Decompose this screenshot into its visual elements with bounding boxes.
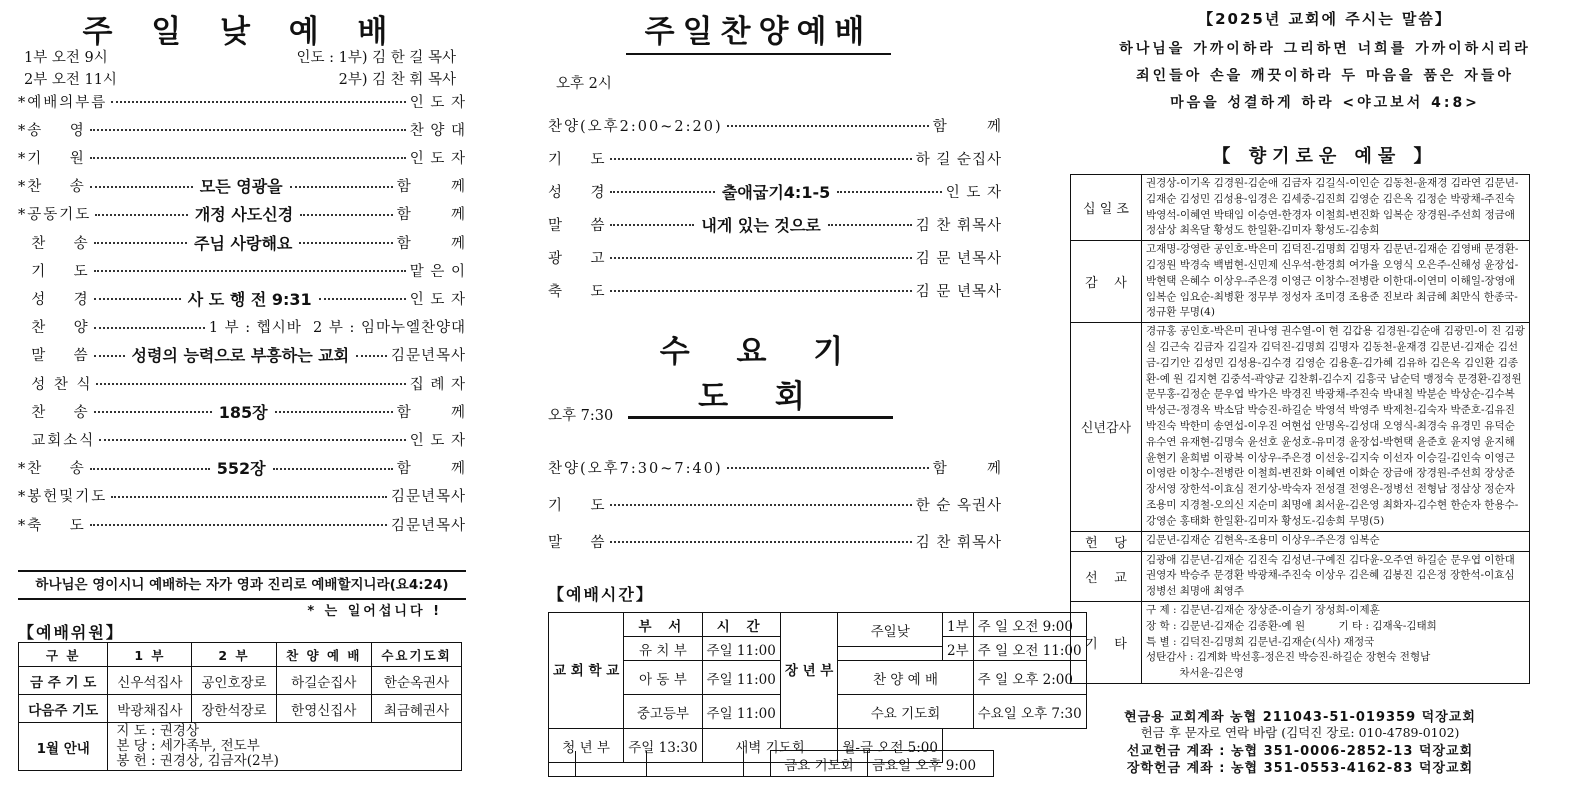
order-label: 찬 송 xyxy=(18,235,90,252)
order-content: 성령의 능력으로 부흥하는 교회 xyxy=(131,346,350,366)
leader-line-2: 2부) 김 찬 휘 목사 xyxy=(338,72,456,88)
school-dept: 중고등부 xyxy=(624,695,702,729)
school-label: 교 회 학 교 xyxy=(549,613,624,729)
sunday-time: 주 일 오전 9:00 xyxy=(973,613,1086,637)
service-time: 수요일 오후 7:30 xyxy=(973,695,1086,729)
committee-header: 찬 양 예 배 xyxy=(276,643,372,667)
offering-row xyxy=(1071,531,1530,551)
committee-row-label: 다음주 기도 xyxy=(19,695,108,723)
order-label: 축 도 xyxy=(548,283,607,300)
order-content: 모든 영광을 xyxy=(199,177,283,197)
verse-2025-text xyxy=(1070,36,1580,117)
order-row xyxy=(18,88,466,114)
order-label: 말 씀 xyxy=(18,348,90,365)
order-label: *기 원 xyxy=(18,150,86,167)
order-row xyxy=(548,277,1002,303)
january-info xyxy=(108,723,462,771)
offering-category: 헌 당 xyxy=(1071,531,1142,551)
service-name: 찬 양 예 배 xyxy=(838,661,973,695)
leader-dots xyxy=(610,158,911,160)
order-person: 집 례 자 xyxy=(409,376,466,393)
january-line: 본 당 : 세가족부, 전도부 xyxy=(116,738,260,754)
praise-service-title: 주일찬양예배 xyxy=(626,6,891,55)
leader-dots xyxy=(90,157,406,159)
account-general: 현금용 교회계좌 농협 211043-51-019359 덕장교회 xyxy=(1124,710,1476,725)
leader-dots xyxy=(610,290,911,292)
adult-label: 장 년 부 xyxy=(780,613,838,729)
committee-header: 1 부 xyxy=(108,643,192,667)
order-label: 성 경 xyxy=(548,184,607,201)
leader-dots xyxy=(727,125,929,127)
leader-dots xyxy=(90,186,193,188)
leader-dots xyxy=(275,411,393,413)
order-label: 찬양(오후2:00~2:20) xyxy=(548,118,723,135)
order-label: 성 찬 식 xyxy=(18,376,93,393)
offering-category: 감 사 xyxy=(1071,241,1142,323)
committee-person: 박광채집사 xyxy=(108,695,192,723)
order-label: 광 고 xyxy=(548,250,607,267)
order-person: 김 찬 휘목사 xyxy=(915,534,1002,551)
order-row xyxy=(18,173,466,199)
order-person: 함 께 xyxy=(396,235,467,252)
worship-times-table-last xyxy=(548,750,994,777)
order-person: 함 께 xyxy=(396,179,466,196)
offering-row xyxy=(1071,551,1530,601)
order-person: 1 부 : 헵시바 2 부 : 임마누엘찬양대 xyxy=(208,320,466,337)
sunday-part: 2부 xyxy=(942,637,973,661)
afternoon-service-column xyxy=(548,0,1082,807)
offering-category: 신년감사 xyxy=(1071,323,1142,531)
committee-header: 2 부 xyxy=(192,643,276,667)
committee-header: 구 분 xyxy=(19,643,108,667)
leader-line-1: 인도 : 1부) 김 한 길 목사 xyxy=(296,50,456,66)
verse-2025-line: 죄인들아 손을 깨끗이하라 두 마음을 품은 자들아 xyxy=(1136,68,1514,84)
order-label: 말 씀 xyxy=(548,534,607,551)
order-row xyxy=(18,314,466,340)
service-time-2: 2부 오전 11시 xyxy=(24,72,117,88)
account-mission: 선교헌금 계좌 : 농협 351-0006-2852-13 덕장교회 xyxy=(1126,744,1474,759)
offering-category: 십 일 조 xyxy=(1071,175,1142,241)
leader-dots xyxy=(727,467,929,469)
sunday-service-title: 주 일 낮 예 배 xyxy=(82,14,402,50)
leader-dots xyxy=(610,257,911,259)
order-person: 김문년목사 xyxy=(390,517,466,534)
service-time: 월-금 오전 5:00 xyxy=(838,729,943,763)
order-row xyxy=(18,398,466,424)
leader-dots xyxy=(290,186,393,188)
leader-dots xyxy=(94,327,205,329)
offering-category: 선 교 xyxy=(1071,551,1142,601)
order-person: 함 께 xyxy=(396,461,466,478)
committee-person: 최금혜권사 xyxy=(372,695,462,723)
order-row xyxy=(18,257,466,283)
order-person: 인 도 자 xyxy=(409,94,466,111)
offerings-column xyxy=(1070,0,1580,807)
leader-dots xyxy=(610,541,911,543)
praise-time: 오후 2시 xyxy=(556,76,612,92)
worship-times-title: 【예배시간】 xyxy=(548,585,654,604)
offering-names: 권경상-이기옥 김경원-김순애 김금자 김길식-이인순 김동천-윤재경 김라연 김문년-김재순 김성민 김성용-임경은 김세중-김진희 김영순 김은옥 김정순 박광채-주진숙 박영석-이혜연 박태임 이승연-한경자 이철희-변진화 임복순 장경원-주선희 정금애 정삼상 최옥달 황성도 한일환-김미자 황성도-김송희 xyxy=(1142,175,1530,241)
school-header: 시 간 xyxy=(702,613,780,637)
school-dept: 유 치 부 xyxy=(624,637,702,661)
order-row xyxy=(548,528,1002,554)
verse-banner: 하나님은 영이시니 예배하는 자가 영과 진리로 예배할지니라(요4:24) xyxy=(18,570,466,600)
order-label: *예배의부름 xyxy=(18,94,108,111)
order-row xyxy=(18,144,466,170)
worship-times-table xyxy=(548,612,1087,763)
verse-2025-line: 마음을 성결하게 하라 <야고보서 4:8> xyxy=(1170,95,1480,111)
order-label: *봉헌및기도 xyxy=(18,489,108,506)
leader-dots xyxy=(94,298,181,300)
leader-dots xyxy=(300,214,393,216)
offering-row xyxy=(1071,323,1530,531)
order-label: 기 도 xyxy=(548,497,607,514)
order-person: 함 께 xyxy=(396,404,466,421)
order-row xyxy=(18,455,466,481)
order-content: 185장 xyxy=(218,402,268,422)
offering-names: 김광애 김문년-김재순 김진숙 김성년-구예진 김다윤-오주연 하길순 문우엽 이한대 권영자 박승주 문경환 박광채-주진숙 이상우 김은혜 김봉진 김은정 장한석-이효심 정병선 최명애 최영주 xyxy=(1142,551,1530,601)
committee-table xyxy=(18,642,462,771)
order-label: 기 도 xyxy=(548,151,607,168)
order-label: 찬 양 xyxy=(18,320,90,337)
order-row xyxy=(548,491,1002,517)
leader-dots xyxy=(837,191,942,193)
leader-dots xyxy=(96,383,405,385)
leader-dots xyxy=(610,504,911,506)
leader-dots xyxy=(95,214,188,216)
order-label: 교회소식 xyxy=(18,432,96,449)
order-person: 김 문 년목사 xyxy=(915,250,1002,267)
leader-dots xyxy=(273,468,393,470)
order-person: 인 도 자 xyxy=(409,150,466,167)
offerings-title: 【 향기로운 예물 】 xyxy=(1212,146,1438,167)
leader-dots xyxy=(94,270,406,272)
offering-names: 고재명-강영란 공인호-박은미 김덕진-김명희 김명자 김문년-김재순 김영배 문경환-김정원 박경숙 백범현-신민제 신우석-한경희 여가율 오영식 오은주-신해성 윤장섭-박현택 은혜수 이상우-주은경 이영근 이창수-전병란 이한대-이연미 이해일-장영애 임복순 임요순-최병환 정무부 정성자 조미경 조용준 진보라 최금혜 최만식 한종국-정규환 무명(4) xyxy=(1142,241,1530,323)
january-line: 지 도 : 권경상 xyxy=(116,723,200,739)
service-name: 금요 기도회 xyxy=(771,751,868,777)
leader-dots xyxy=(94,242,187,244)
school-time: 주일 11:00 xyxy=(702,695,780,729)
offering-row xyxy=(1071,601,1530,683)
leader-dots xyxy=(111,496,387,498)
service-name: 새벽 기도회 xyxy=(702,729,838,763)
committee-person: 신우석집사 xyxy=(108,667,192,695)
order-person: 인 도 자 xyxy=(409,432,466,449)
offering-row xyxy=(1071,241,1530,323)
leader-dots xyxy=(94,355,125,357)
january-line: 봉 헌 : 권경상, 김금자(2부) xyxy=(116,753,279,769)
order-row xyxy=(548,454,1002,480)
order-label: 기 도 xyxy=(18,263,90,280)
leader-dots xyxy=(90,524,387,526)
offering-names: 구 제 : 김문년-김재순 장상준-이슬기 장성희-이제훈 장 학 : 김문년-김재순 김종환-예 원 기 타 : 김재욱-김태희 특 별 : 김덕진-김명희 김문년-김재순(식사) 재정국 성탄감사 : 김계화 박선홍-정은진 박승진-하길순 장현숙 전형남 차서윤-김은영 xyxy=(1142,601,1530,683)
school-header: 부 서 xyxy=(624,613,702,637)
order-label: 성 경 xyxy=(18,291,90,308)
leader-dots xyxy=(99,439,406,441)
order-label: *찬 송 xyxy=(18,461,86,478)
order-content: 개정 사도신경 xyxy=(194,205,294,225)
service-time-1: 1부 오전 9시 xyxy=(24,50,108,66)
stand-note: * 는 일어섭니다 ! xyxy=(307,604,442,619)
school-dept: 아 동 부 xyxy=(624,661,702,695)
leader-dots xyxy=(356,355,387,357)
leader-dots xyxy=(610,224,694,226)
order-label: 찬 송 xyxy=(18,404,90,421)
order-content: 출애굽기4:1-5 xyxy=(721,182,831,202)
offering-category: 기 타 xyxy=(1071,601,1142,683)
school-time: 주일 11:00 xyxy=(702,637,780,661)
order-person: 김문년목사 xyxy=(390,348,467,365)
order-person: 찬 양 대 xyxy=(409,122,466,139)
leader-dots xyxy=(319,298,406,300)
order-row xyxy=(18,511,466,537)
order-label: 말 씀 xyxy=(548,217,607,234)
order-person: 김 찬 휘목사 xyxy=(915,217,1002,234)
school-time: 주일 13:30 xyxy=(624,729,702,763)
order-person: 김문년목사 xyxy=(390,489,466,506)
committee-header: 수요기도회 xyxy=(372,643,462,667)
order-row xyxy=(548,178,1002,204)
order-label: *축 도 xyxy=(18,517,86,534)
order-person: 김 문 년목사 xyxy=(915,283,1002,300)
leader-dots xyxy=(828,224,912,226)
order-label: 찬양(오후7:30~7:40) xyxy=(548,460,723,477)
order-person: 함 께 xyxy=(932,118,1002,135)
wednesday-service-title: 수 요 기 도 회 xyxy=(628,326,893,419)
committee-person: 한영신집사 xyxy=(276,695,372,723)
leader-dots xyxy=(90,468,210,470)
service-name: 수요 기도회 xyxy=(838,695,973,729)
leader-dots xyxy=(299,242,392,244)
leader-dots xyxy=(94,411,212,413)
school-dept: 청 년 부 xyxy=(549,729,624,763)
offering-names: 김문년-김재순 김현옥-조용미 이상우-주은경 임복순 xyxy=(1142,531,1530,551)
account-note: 헌금 후 문자로 연락 바람 (김덕진 장로: 010-4789-0102) xyxy=(1140,725,1460,740)
service-time: 주 일 오후 2:00 xyxy=(973,661,1086,695)
order-row xyxy=(18,201,466,227)
order-row xyxy=(18,370,466,396)
committee-person: 한순옥권사 xyxy=(372,667,462,695)
order-person: 하 길 순집사 xyxy=(915,151,1002,168)
order-row xyxy=(18,229,466,255)
order-person: 한 순 옥권사 xyxy=(915,497,1002,514)
sunday-label: 주일낮 xyxy=(838,613,943,647)
order-content: 552장 xyxy=(216,459,266,479)
order-person: 함 께 xyxy=(396,207,466,224)
account-scholarship: 장학헌금 계좌 : 농협 351-0553-4162-83 덕장교회 xyxy=(1126,761,1474,776)
offering-names: 경규홍 공인호-박은미 권나영 권수열-이 현 김갑용 김경원-김순애 김광민-이 진 김광실 김근숙 김금자 김길자 김덕진-김명희 김명자 김동천-윤재경 김문년-김재순 김선금-김기안 김성민 김성용-김수경 김영순 김용훈-김가혜 김유하 김은옥 김인환 김종환-예 원 김지현 김중석-곽양균 김찬휘-김수지 김흥국 남순덕 맹정숙 문경환-김정원 문무홍-김정순 문우엽 박가은 박경진 박광채-주진숙 박내칠 박분순 박상순-김수복 박성근-정경옥 박소담 박승진-하길순 박영석 박영주 박제천-김숙자 박준호-김유진 박진숙 박한미 송연섭-이우진 여현섭 안명옥-김성대 오영식-최경숙 유경민 유덕순 유수연 유재현-김명숙 윤선호 윤성호-유미경 윤장섭-박현택 윤준호 윤지영 윤지해 윤현기 윤희범 이광복 이상우-주은경 이선웅-김지숙 이선자 이승길-김인숙 이영근 이영란 이창수-전병란 이철희-변진화 이혜연 이화순 장금애 장경원-주선희 장상준 장서영 장한석-이효심 전기상-박숙자 전성결 전영은-정병선 전형남 정삼상 정순자 조용미 지경철-오의신 지순미 최명애 최서윤-김은영 최화자-김수현 한순자 한용수-강영순 홍태화 한일환-김미자 황성도-김송희 무명(5) xyxy=(1142,323,1530,531)
order-person: 함 께 xyxy=(932,460,1002,477)
offering-row xyxy=(1071,175,1530,241)
order-row xyxy=(548,211,1002,237)
committee-person: 하길순집사 xyxy=(276,667,372,695)
order-row xyxy=(18,285,466,311)
order-row xyxy=(548,112,1002,138)
order-label: *찬 송 xyxy=(18,179,86,196)
offerings-table xyxy=(1070,174,1530,684)
sunday-time: 주 일 오전 11:00 xyxy=(973,637,1086,661)
order-row xyxy=(18,426,466,452)
order-person: 인 도 자 xyxy=(945,184,1002,201)
committee-row-label: 금 주 기 도 xyxy=(19,667,108,695)
committee-person: 공인호장로 xyxy=(192,667,276,695)
order-row xyxy=(18,342,466,368)
committee-person: 장한석장로 xyxy=(192,695,276,723)
order-content: 주님 사랑해요 xyxy=(194,233,293,253)
verse-2025-title: 【2025년 교회에 주시는 말씀】 xyxy=(1198,10,1452,28)
order-person: 인 도 자 xyxy=(409,291,467,308)
sunday-part: 1부 xyxy=(942,613,973,637)
wednesday-time: 오후 7:30 xyxy=(548,408,614,424)
order-person: 맡 은 이 xyxy=(409,263,466,280)
order-row xyxy=(18,483,466,509)
order-label: *송 영 xyxy=(18,122,86,139)
verse-2025-line: 하나님을 가까이하라 그리하면 너희를 가까이하시리라 xyxy=(1119,41,1531,57)
order-row xyxy=(18,116,466,142)
order-label: *공동기도 xyxy=(18,207,92,224)
sunday-service-column xyxy=(18,0,466,807)
order-row xyxy=(548,145,1002,171)
january-label: 1월 안내 xyxy=(19,723,108,771)
leader-dots xyxy=(90,129,406,131)
order-row xyxy=(548,244,1002,270)
school-time: 주일 11:00 xyxy=(702,661,780,695)
leader-dots xyxy=(111,101,405,103)
leader-dots xyxy=(610,191,715,193)
order-content: 내게 있는 것으로 xyxy=(701,215,821,235)
committee-title: 【예배위원】 xyxy=(18,623,124,642)
order-content: 사 도 행 전 9:31 xyxy=(187,289,312,309)
service-time: 금요일 오후 9:00 xyxy=(867,751,993,777)
